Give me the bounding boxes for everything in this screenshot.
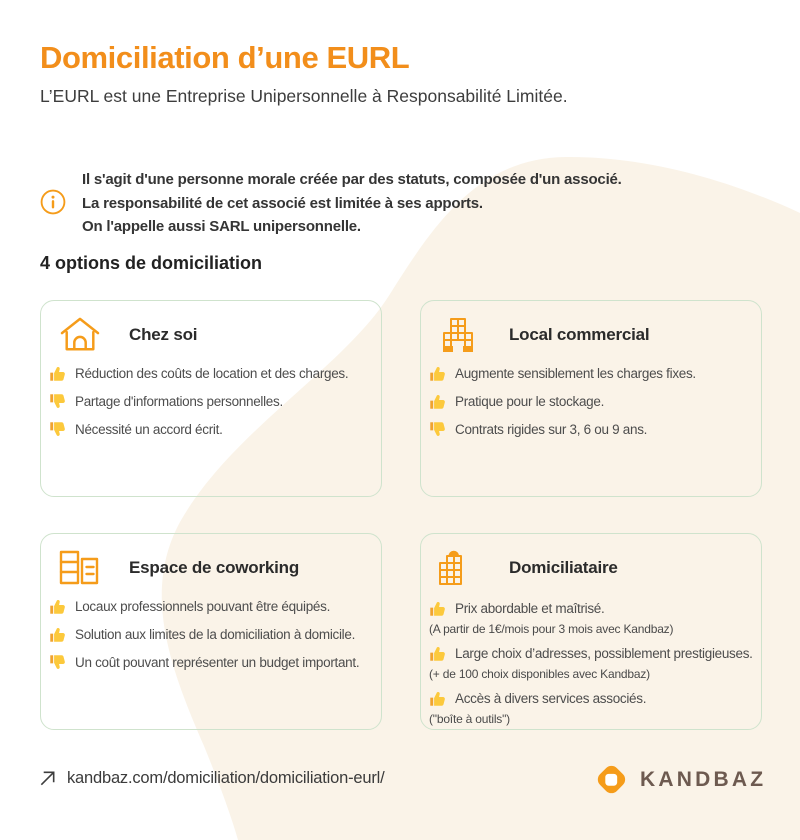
brand-name: KANDBAZ [640, 768, 767, 791]
pro-con-item [49, 648, 377, 676]
info-line: La responsabilité de cet associé est limitée à ses apports. [82, 194, 483, 212]
page-subtitle: L’EURL est une Entreprise Unipersonnelle à Responsabilité Limitée. [40, 86, 568, 106]
pro-con-item [429, 686, 757, 727]
item-note: ("boîte à outils") [429, 712, 510, 726]
thumb-down-icon [49, 421, 66, 438]
thumb-down-icon [429, 421, 446, 438]
item-text: Solution aux limites de la domiciliation à domicile. [75, 626, 356, 642]
item-text: Accès à divers services associés. [455, 691, 647, 706]
card-local-commercial [420, 300, 762, 497]
thumb-up-icon [429, 600, 446, 617]
card-chez-soi [40, 300, 382, 497]
external-link-arrow-icon [38, 769, 57, 788]
card-title: Espace de coworking [129, 558, 300, 577]
item-text: Nécessité un accord écrit. [75, 421, 223, 437]
item-text: Un coût pouvant représenter un budget important. [75, 654, 360, 670]
item-text: Partage d'informations personnelles. [75, 393, 283, 409]
kandbaz-logo-icon [592, 758, 630, 802]
pro-con-item [429, 415, 757, 443]
thumb-up-icon [429, 393, 446, 410]
thumb-down-icon [49, 654, 66, 671]
pro-con-item [429, 596, 757, 637]
info-line: Il s'agit d'une personne morale créée par des statuts, composée d'un associé. [82, 171, 622, 188]
card-title: Chez soi [129, 325, 198, 344]
pro-con-item [49, 415, 377, 443]
source-url: kandbaz.com/domiciliation/domiciliation-eurl/ [67, 769, 385, 787]
source-link[interactable] [38, 769, 384, 788]
info-circle-icon [40, 189, 66, 215]
house-icon [59, 316, 105, 354]
coworking-desk-icon [59, 550, 105, 586]
info-line: On l'appelle aussi SARL unipersonnelle. [82, 218, 361, 235]
info-callout [40, 168, 750, 239]
pro-con-item [429, 359, 757, 387]
thumb-up-icon [49, 365, 66, 382]
office-tower-icon [439, 549, 485, 587]
item-text: Large choix d’adresses, possiblement prestigieuses. [455, 646, 753, 661]
card-title: Local commercial [509, 325, 650, 344]
item-note: (+ de 100 choix disponibles avec Kandbaz) [429, 667, 650, 681]
page-title: Domiciliation d’une EURL [40, 40, 410, 75]
options-grid [40, 300, 762, 730]
thumb-up-icon [429, 690, 446, 707]
thumb-up-icon [49, 626, 66, 643]
pro-con-item [49, 592, 377, 620]
pro-con-item [429, 387, 757, 415]
item-note: (A partir de 1€/mois pour 3 mois avec Kandbaz) [429, 622, 674, 636]
thumb-up-icon [429, 645, 446, 662]
item-text: Augmente sensiblement les charges fixes. [455, 365, 696, 381]
item-text: Contrats rigides sur 3, 6 ou 9 ans. [455, 421, 648, 437]
thumb-up-icon [49, 598, 66, 615]
card-espace-coworking [40, 533, 382, 730]
pro-con-item [429, 641, 757, 682]
item-text: Prix abordable et maîtrisé. [455, 601, 605, 616]
item-text: Pratique pour le stockage. [455, 393, 605, 409]
thumb-up-icon [429, 365, 446, 382]
card-title: Domiciliataire [509, 558, 618, 577]
item-text: Réduction des coûts de location et des charges. [75, 365, 349, 381]
pro-con-item [49, 620, 377, 648]
kandbaz-brand [592, 758, 766, 802]
commercial-building-icon [439, 317, 485, 353]
card-domiciliataire [420, 533, 762, 730]
section-heading: 4 options de domiciliation [40, 253, 263, 273]
pro-con-item [49, 387, 377, 415]
item-text: Locaux professionnels pouvant être équipés. [75, 598, 331, 614]
thumb-down-icon [49, 393, 66, 410]
pro-con-item [49, 359, 377, 387]
